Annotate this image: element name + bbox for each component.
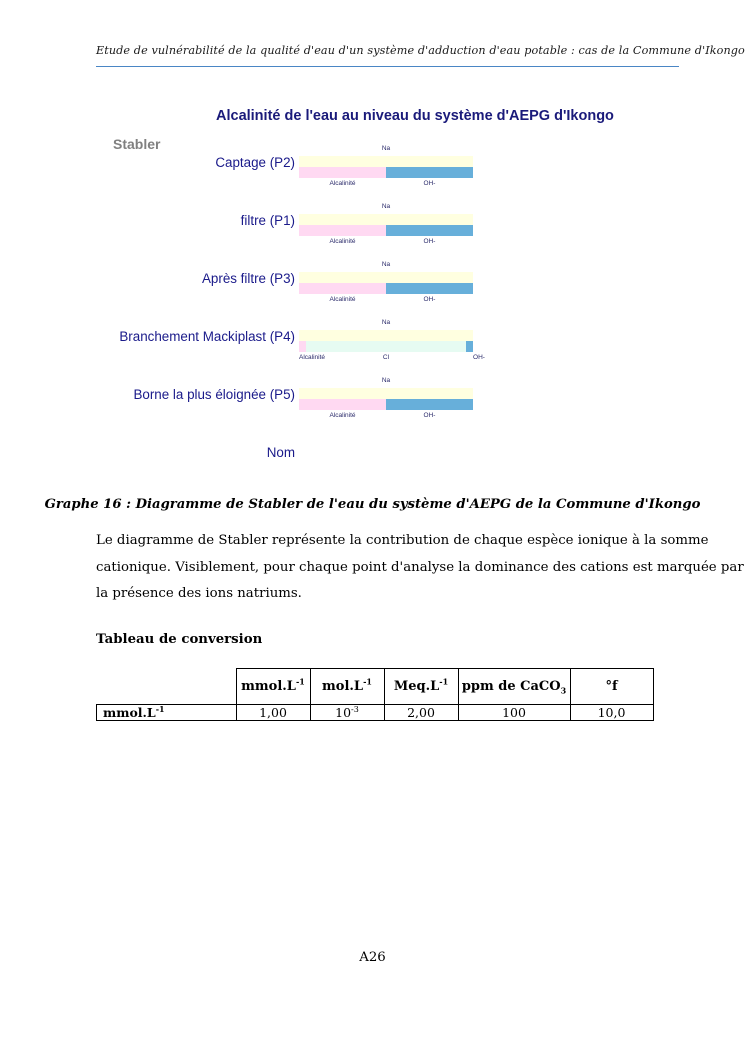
column-header: ppm de CaCO$_3$ bbox=[458, 669, 570, 705]
page-header: Etude de vulnérabilité de la qualité d'eau d'un système d'adduction d'eau potable : cas de la Commune d'Ikongo bbox=[96, 44, 745, 57]
chart-x-label: Nom bbox=[266, 445, 295, 460]
na-bar bbox=[299, 272, 473, 283]
paragraph-line: la présence des ions natriums. bbox=[96, 586, 302, 601]
cl-bar bbox=[306, 341, 466, 352]
segment-label: OH- bbox=[473, 354, 485, 361]
alcalinite-bar bbox=[299, 283, 386, 294]
column-header: $Meq.L^{-1}$ bbox=[384, 669, 458, 705]
figure-caption: Graphe 16 : Diagramme de Stabler de l'eau du système d'AEPG de la Commune d'Ikongo bbox=[44, 497, 701, 512]
page-number: A26 bbox=[359, 950, 386, 965]
category-label: Après filtre (P3) bbox=[201, 271, 295, 286]
table-cell: 2,00 bbox=[384, 705, 458, 721]
na-label: Na bbox=[381, 145, 391, 152]
section-title: Tableau de conversion bbox=[96, 632, 263, 647]
oh-bar bbox=[386, 399, 473, 410]
category-label: Branchement Mackiplast (P4) bbox=[119, 329, 295, 344]
table-cell: 10,0 bbox=[570, 705, 653, 721]
category-label: Captage (P2) bbox=[215, 155, 295, 170]
na-label: Na bbox=[381, 203, 391, 210]
category-label: Borne la plus éloignée (P5) bbox=[133, 387, 295, 402]
oh-bar bbox=[466, 341, 473, 352]
column-header: °f bbox=[570, 669, 653, 705]
paragraph-line: Le diagramme de Stabler représente la contribution de chaque espèce ionique à la somme bbox=[96, 533, 709, 548]
segment-label: OH- bbox=[423, 180, 436, 187]
na-bar bbox=[299, 388, 473, 399]
table-cell: $10^{-3}$ bbox=[310, 705, 384, 721]
table-corner-cell bbox=[97, 669, 237, 705]
oh-bar bbox=[386, 225, 473, 236]
table-header-row bbox=[97, 669, 654, 705]
na-label: Na bbox=[381, 319, 391, 326]
na-label: Na bbox=[381, 377, 391, 384]
alcalinite-bar bbox=[299, 341, 306, 352]
segment-label: Alcalinité bbox=[298, 354, 326, 361]
segment-label: OH- bbox=[423, 296, 436, 303]
table-row bbox=[97, 705, 654, 721]
header-rule bbox=[96, 66, 679, 67]
paragraph-line: cationique. Visiblement, pour chaque point d'analyse la dominance des cations est marquée par bbox=[96, 559, 744, 575]
alcalinite-bar bbox=[299, 399, 386, 410]
table-cell: 100 bbox=[458, 705, 570, 721]
na-label: Na bbox=[381, 261, 391, 268]
segment-label: Alcalinité bbox=[329, 296, 356, 303]
segment-label: OH- bbox=[423, 238, 436, 245]
segment-label: Cl bbox=[382, 354, 390, 361]
chart-title: Alcalinité de l'eau au niveau du système d'AEPG d'Ikongo bbox=[216, 108, 614, 124]
alcalinite-bar bbox=[299, 167, 386, 178]
oh-bar bbox=[386, 167, 473, 178]
segment-label: Alcalinité bbox=[329, 180, 356, 187]
chart-y-label: Stabler bbox=[113, 136, 161, 152]
oh-bar bbox=[386, 283, 473, 294]
segment-label: Alcalinité bbox=[329, 238, 356, 245]
category-label: filtre (P1) bbox=[240, 213, 295, 228]
segment-label: Alcalinité bbox=[329, 412, 356, 419]
row-header: $mmol.L^{-1}$ bbox=[97, 705, 237, 721]
na-bar bbox=[299, 156, 473, 167]
body-paragraph bbox=[96, 528, 744, 608]
column-header: $mol.L^{-1}$ bbox=[310, 669, 384, 705]
alcalinite-bar bbox=[299, 225, 386, 236]
column-header: $mmol.L^{-1}$ bbox=[236, 669, 310, 705]
conversion-table bbox=[96, 668, 654, 721]
na-bar bbox=[299, 214, 473, 225]
table-cell: 1,00 bbox=[236, 705, 310, 721]
segment-label: OH- bbox=[423, 412, 436, 419]
na-bar bbox=[299, 330, 473, 341]
